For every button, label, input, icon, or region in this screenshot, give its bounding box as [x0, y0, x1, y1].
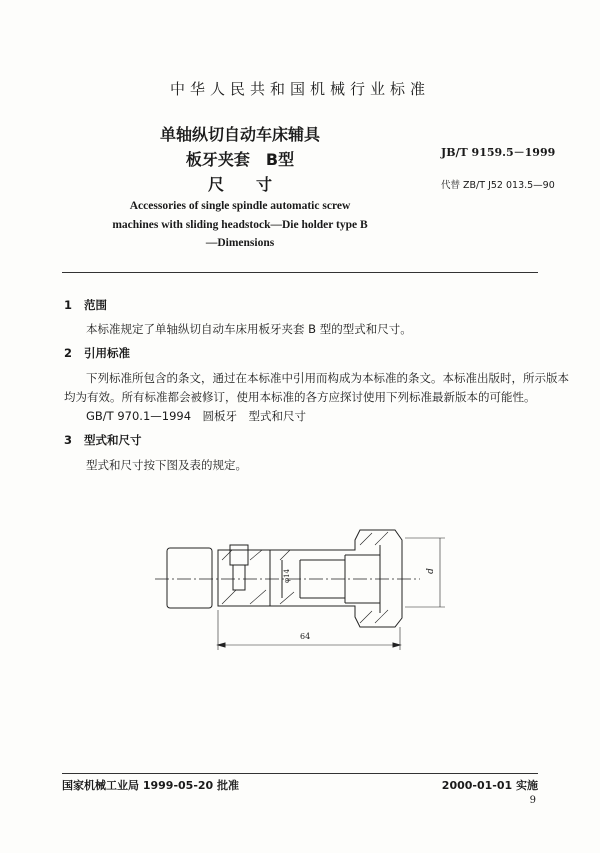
- english-title-2: machines with sliding headstock—Die holder type B: [112, 219, 368, 231]
- english-title-3: —Dimensions: [205, 237, 275, 249]
- section-3-text: 型式和尺寸按下图及表的规定。: [86, 458, 247, 472]
- footer-rule: [62, 773, 538, 774]
- title-line2: 板牙夹套 B型: [185, 150, 295, 169]
- replaces-standard: 代替 ZB/T J52 013.5—90: [441, 180, 555, 191]
- english-title-1: Accessories of single spindle automatic screw: [129, 200, 351, 212]
- effective-date: 2000-01-01 实施: [441, 779, 538, 792]
- section-1-text: 本标准规定了单轴纵切自动车床用板牙夹套 B 型的型式和尺寸。: [86, 322, 412, 336]
- issuer: 中华人民共和国机械行业标准: [169, 80, 430, 98]
- section-2-heading: 2 引用标准: [64, 346, 131, 360]
- length-dimension: 64: [300, 632, 311, 641]
- bore-dimension: φ14: [282, 569, 291, 583]
- section-3-heading: 3 型式和尺寸: [64, 433, 142, 447]
- approval-info: 国家机械工业局 1999-05-20 批准: [62, 779, 240, 792]
- title-line1: 单轴纵切自动车床辅具: [159, 125, 320, 144]
- standard-number: JB/T 9159.5－1999: [441, 146, 556, 159]
- section-2-text-2: 均为有效。所有标准都会被修订，使用本标准的各方应探讨使用下列标准最新版本的可能性。: [64, 390, 536, 404]
- section-1-heading: 1 范围: [64, 298, 108, 312]
- referenced-standard: GB/T 970.1—1994 圆板牙 型式和尺寸: [86, 409, 307, 423]
- page-number: 9: [529, 795, 536, 806]
- diameter-d-label: d: [425, 568, 436, 574]
- title-line3: 尺 寸: [207, 175, 272, 194]
- section-2-text-1: 下列标准所包含的条文，通过在本标准中引用而构成为本标准的条文。本标准出版时，所示版本: [86, 371, 569, 385]
